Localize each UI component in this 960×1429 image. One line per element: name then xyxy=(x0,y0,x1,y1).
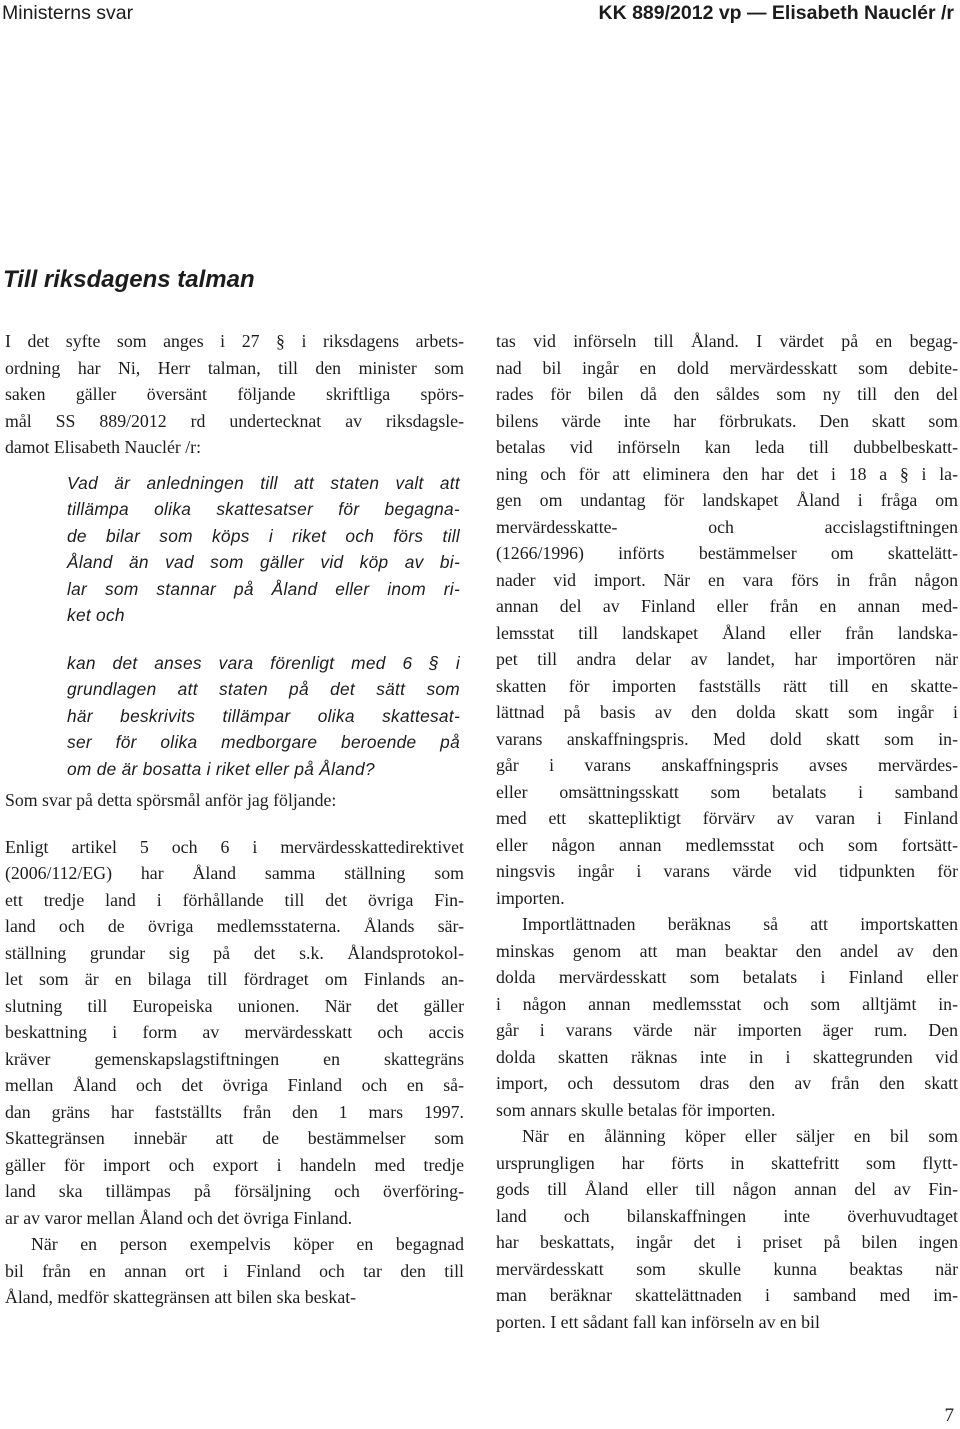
text-line: som annars skulle betalas för importen. xyxy=(496,1099,776,1120)
text-line: mellan Åland och det övriga Finland och en så- xyxy=(5,1075,464,1095)
text-line: Åland, medför skattegränsen att bilen ska beskat- xyxy=(5,1287,357,1307)
text-line: tas vid införseln till Åland. I värdet på en begag- xyxy=(496,331,958,351)
text-line: Som svar på detta spörsmål anför jag följande: xyxy=(5,790,337,810)
text-line: ser för olika medborgare beroende på xyxy=(67,732,460,752)
text-line: bilens värde inte har förbrukats. Den skatt som xyxy=(496,410,958,431)
text-line: pet till andra delar av landet, har importören när xyxy=(496,649,958,669)
text-line: dan gräns har fastställts från den 1 mars 1997. xyxy=(5,1101,464,1122)
running-header-right: KK 889/2012 vp — Elisabeth Nauclér /r xyxy=(598,2,954,24)
text-line: betalas vid införseln kan leda till dubbelbeskatt- xyxy=(496,437,958,457)
text-line: gods till Åland eller till någon annan del av Fin- xyxy=(496,1179,958,1199)
text-line: man beräknar skattelättnaden i samband med im- xyxy=(496,1285,958,1305)
text-line: Åland än vad som gäller vid köp av bi- xyxy=(67,552,460,572)
page-number: 7 xyxy=(944,1405,954,1426)
text-line: Skattegränsen innebär att de bestämmelser som xyxy=(5,1128,464,1148)
text-line: Importlättnaden beräknas så att importskatten xyxy=(522,914,958,934)
right-column xyxy=(496,328,958,1335)
text-line: varans anskaffningspris. Med dold skatt som in- xyxy=(496,728,958,749)
text-line: beskattning i form av mervärdesskatt och accis xyxy=(5,1022,464,1042)
body-paragraph xyxy=(496,911,958,1123)
text-line: skatten för importen fastställs rätt till en skatte- xyxy=(496,675,958,696)
text-line: Vad är anledningen till att staten valt att xyxy=(67,472,460,493)
running-header-left: Ministerns svar xyxy=(2,2,134,24)
left-column xyxy=(5,328,464,1311)
text-line: ning och för att eliminera den har det i 18 a § i la- xyxy=(496,463,958,484)
text-line: slutning till Europeiska unionen. När det gäller xyxy=(5,995,464,1016)
text-line: ar av varor mellan Åland och det övriga Finland. xyxy=(5,1207,353,1228)
text-line: I det syfte som anges i 27 § i riksdagens arbets- xyxy=(5,331,464,351)
text-line: nader vid import. När en vara förs in från någon xyxy=(496,569,958,590)
answer-intro xyxy=(5,787,464,814)
text-line: mervärdesskatt som skulle kunna beaktas när xyxy=(496,1258,958,1279)
text-line: eller omsättningsskatt som betalats i samband xyxy=(496,781,958,802)
text-line: kräver gemenskapslagstiftningen en skattegräns xyxy=(5,1048,464,1069)
text-line: nad bil ingår en dold mervärdesskatt som debite- xyxy=(496,357,958,378)
text-line: (1266/1996) införts bestämmelser om skattelätt- xyxy=(496,543,958,563)
text-line: de bilar som köps i riket och förs till xyxy=(67,525,460,546)
text-line: (2006/112/EG) har Åland samma ställning som xyxy=(5,863,464,883)
text-line: ett tredje land i förhållande till det övriga Fin- xyxy=(5,889,464,910)
body-paragraph xyxy=(496,1123,958,1335)
body-paragraph xyxy=(5,1231,464,1311)
text-line: land ska tillämpas på försäljning och överföring- xyxy=(5,1181,464,1201)
text-line: ställning grundar sig på det s.k. Ålandsprotokol- xyxy=(5,942,464,963)
text-line: gäller för import och export i handeln med tredje xyxy=(5,1154,464,1175)
text-line: går i varans anskaffningspris avses mervärdes- xyxy=(496,755,958,775)
page-title: Till riksdagens talman xyxy=(3,266,255,293)
text-line: går i varans värde när importen äger rum. Den xyxy=(496,1020,958,1040)
text-line: mål SS 889/2012 rd undertecknat av riksdagsle- xyxy=(5,410,464,431)
text-line: mervärdesskatte- och accislagstiftningen xyxy=(496,516,958,537)
text-line: minskas genom att man beaktar den andel av den xyxy=(496,940,958,961)
text-line: grundlagen att staten på det sätt som xyxy=(67,679,460,699)
text-line: dolda mervärdesskatt som betalats i Finland eller xyxy=(496,967,958,987)
body-paragraph xyxy=(5,834,464,1232)
text-line: ordning har Ni, Herr talman, till den minister som xyxy=(5,357,464,378)
text-line: kan det anses vara förenligt med 6 § i xyxy=(67,652,460,673)
text-line: har beskattats, ingår det i priset på bilen ingen xyxy=(496,1232,958,1252)
body-paragraph xyxy=(496,328,958,911)
text-line: import, och dessutom dras den av från den skatt xyxy=(496,1073,958,1093)
text-line: ningsvis ingår i varans värde vid tidpunkten för xyxy=(496,861,958,881)
text-line: här beskrivits tillämpar olika skattesat- xyxy=(67,705,460,726)
text-line: dolda skatten räknas inte in i skattegrunden vid xyxy=(496,1046,958,1067)
text-line: lättnad på basis av den dolda skatt som ingår i xyxy=(496,702,958,722)
intro-paragraph xyxy=(5,328,464,461)
text-line: annan del av Finland eller från en annan med- xyxy=(496,596,958,616)
text-line: importen. xyxy=(496,887,565,908)
text-line: När en ålänning köper eller säljer en bil som xyxy=(522,1126,958,1146)
text-line: porten. I ett sådant fall kan införseln av en bil xyxy=(496,1311,820,1332)
text-line: i någon annan medlemsstat och som alltjämt in- xyxy=(496,993,958,1014)
text-line: eller någon annan medlemsstat och som fortsätt- xyxy=(496,834,958,855)
question-block xyxy=(67,470,460,783)
text-line: land och bilanskaffningen inte överhuvudtaget xyxy=(496,1205,958,1226)
text-line: ursprungligen har förts in skattefritt som flytt- xyxy=(496,1152,958,1173)
question-paragraph xyxy=(67,650,460,783)
text-line: När en person exempelvis köper en begagnad xyxy=(31,1234,464,1254)
text-line: damot Elisabeth Nauclér /r: xyxy=(5,437,202,457)
text-line: gen om undantag för landskapet Åland i fråga om xyxy=(496,490,958,510)
text-line: tillämpa olika skattesatser för begagna- xyxy=(67,499,460,519)
text-line: lar som stannar på Åland eller inom ri- xyxy=(67,578,460,599)
text-line: land och de övriga medlemsstaterna. Ålands sär- xyxy=(5,916,464,936)
text-line: om de är bosatta i riket eller på Åland? xyxy=(67,758,375,779)
text-line: lemsstat till landskapet Åland eller från landska- xyxy=(496,622,958,643)
text-line: med ett skattepliktigt förvärv av varan i Finland xyxy=(496,808,958,828)
text-line: saken gäller översänt följande skriftliga spörs- xyxy=(5,384,464,404)
text-line: Enligt artikel 5 och 6 i mervärdesskattedirektivet xyxy=(5,836,464,857)
text-line: bil från en annan ort i Finland och tar den till xyxy=(5,1260,464,1281)
question-paragraph xyxy=(67,470,460,629)
text-line: let som är en bilaga till fördraget om Finlands an- xyxy=(5,969,464,989)
text-line: ket och xyxy=(67,605,125,625)
text-line: rades för bilen då den såldes som ny till den del xyxy=(496,384,958,404)
